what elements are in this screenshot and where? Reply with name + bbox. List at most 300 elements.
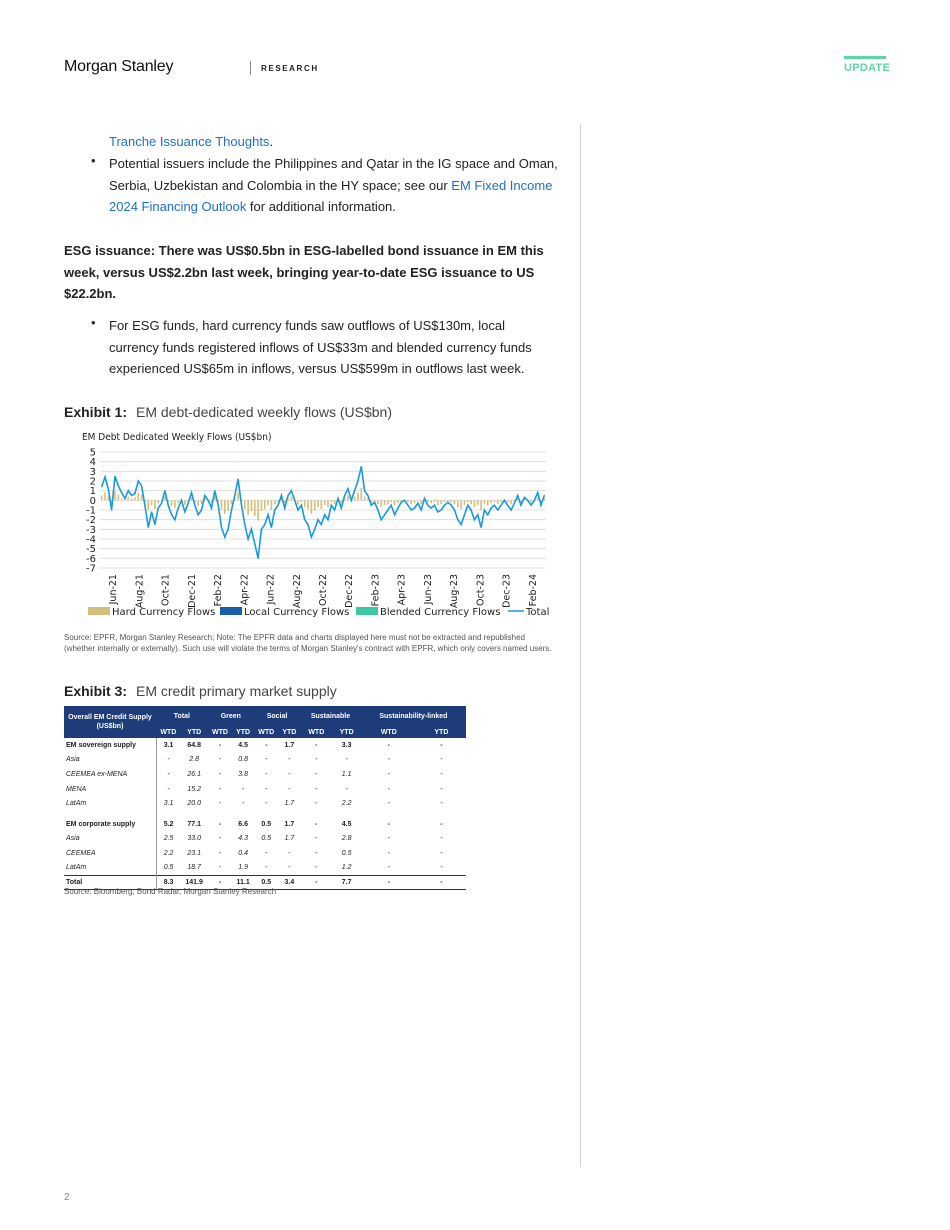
hard-currency-bar — [387, 500, 389, 504]
line1-end: . — [269, 134, 274, 149]
table-cell: - — [440, 800, 443, 808]
credit-supply-body — [64, 738, 466, 890]
hard-currency-bar — [357, 493, 359, 501]
hard-currency-bar — [184, 500, 186, 505]
tranche-issuance-link[interactable]: Tranche Issuance Thoughts — [109, 134, 270, 149]
header-divider — [250, 61, 251, 75]
total-point — [524, 497, 525, 498]
exhibit-1-title — [64, 404, 392, 420]
total-point — [367, 495, 368, 496]
table-cell: 26.1 — [187, 770, 201, 778]
total-point — [184, 511, 185, 512]
total-point — [447, 502, 448, 503]
total-point — [274, 509, 275, 510]
total-point — [500, 505, 501, 506]
total-point — [344, 495, 345, 496]
total-point — [277, 505, 278, 506]
y-tick-label: 0 — [89, 495, 96, 507]
head-group-sustainability-linked: Sustainability-linked — [361, 706, 466, 726]
total-point — [444, 505, 445, 506]
table-cell: - — [417, 875, 466, 890]
x-tick-label: Feb-24 — [527, 574, 539, 607]
table-cell: - — [315, 800, 318, 808]
table-cell: - — [288, 849, 291, 857]
table-cell: 18.7 — [187, 864, 201, 872]
table-cell: - — [241, 800, 245, 808]
total-point — [364, 490, 365, 491]
total-point — [471, 509, 472, 510]
hard-currency-bar — [440, 500, 442, 504]
total-point — [387, 509, 388, 510]
x-tick-label: Apr-23 — [396, 574, 408, 606]
total-point — [530, 505, 531, 506]
hard-currency-bar — [384, 500, 386, 505]
total-point — [381, 519, 382, 520]
hard-currency-bar — [494, 500, 496, 502]
table-cell: 11.1 — [232, 875, 254, 890]
legend-label: Blended Currency Flows — [380, 607, 501, 618]
hard-currency-bar — [301, 500, 303, 502]
total-point — [191, 492, 192, 493]
table-cell: - — [315, 741, 318, 749]
total-point — [411, 509, 412, 510]
total-point — [337, 498, 338, 499]
table-cell: - — [440, 741, 443, 749]
table-cell: - — [156, 767, 181, 782]
total-point — [480, 527, 481, 528]
total-point — [454, 509, 455, 510]
hard-currency-bar — [164, 496, 166, 500]
bullet-2-line-b: currency funds registered inflows of US$33m and blended currency funds — [109, 339, 532, 355]
hard-currency-bar — [137, 493, 139, 501]
total-point — [304, 519, 305, 520]
total-point — [391, 505, 392, 506]
total-point — [377, 509, 378, 510]
hard-currency-bar — [460, 500, 462, 509]
bullet-1 — [109, 153, 579, 218]
exhibit-1-caption: EM debt-dedicated weekly flows (US$bn) — [136, 404, 393, 420]
table-cell: 23.1 — [187, 849, 201, 857]
total-point — [457, 519, 458, 520]
total-point — [144, 505, 145, 506]
head-group-green: Green — [208, 706, 254, 726]
x-tick-label: Dec-21 — [186, 574, 198, 608]
esg-issuance-paragraph — [64, 240, 564, 305]
legend-swatch — [356, 607, 378, 615]
table-cell: - — [218, 800, 222, 808]
total-point — [201, 509, 202, 510]
hard-currency-bar — [430, 500, 432, 503]
total-point — [341, 507, 342, 508]
total-point — [314, 529, 315, 530]
y-tick-label: -7 — [86, 563, 96, 575]
total-point — [441, 509, 442, 510]
hard-currency-bar — [127, 496, 129, 500]
hard-currency-bar — [467, 500, 469, 502]
table-cell: - — [208, 875, 233, 890]
hard-currency-bar — [147, 500, 149, 510]
total-point — [497, 509, 498, 510]
row-label: Total — [64, 875, 156, 890]
total-point — [134, 493, 135, 494]
hard-currency-bar — [407, 500, 409, 502]
table-cell: - — [300, 875, 332, 890]
total-point — [401, 502, 402, 503]
table-row — [64, 817, 466, 832]
bullet-dot-2: • — [91, 315, 96, 330]
total-point — [194, 505, 195, 506]
table-cell: - — [387, 835, 390, 843]
table-cell: - — [387, 741, 390, 749]
total-point — [311, 536, 312, 537]
total-point — [281, 495, 282, 496]
total-point — [284, 507, 285, 508]
total-point — [331, 505, 332, 506]
y-tick-label: 2 — [89, 476, 96, 488]
head-group-sustainable: Sustainable — [300, 706, 361, 726]
total-point — [208, 500, 209, 501]
y-tick-label: 1 — [89, 486, 96, 498]
hard-currency-bar — [364, 496, 366, 500]
hard-currency-bar — [201, 500, 203, 504]
total-point — [228, 529, 229, 530]
hard-currency-bar — [470, 500, 472, 504]
x-tick-label: Oct-21 — [160, 574, 172, 606]
table-cell: - — [387, 785, 390, 793]
x-tick-label: Dec-23 — [501, 574, 513, 608]
hard-currency-bar — [360, 488, 362, 501]
sub-head: YTD — [181, 726, 208, 738]
hard-currency-bar — [157, 500, 159, 503]
y-tick-label: 5 — [89, 447, 96, 459]
total-point — [104, 477, 105, 478]
hard-currency-bar — [450, 500, 452, 502]
table-cell: - — [315, 770, 318, 778]
total-point — [188, 503, 189, 504]
total-point — [307, 524, 308, 525]
table-cell: - — [440, 820, 443, 828]
row-label: Asia — [66, 756, 80, 764]
legend-label: Local Currency Flows — [244, 607, 350, 618]
table-cell: - — [265, 800, 268, 808]
table-head-first: Overall EM Credit Supply (US$bn) — [64, 706, 156, 738]
table-cell: - — [218, 864, 222, 872]
sub-head: WTD — [254, 726, 279, 738]
table-cell: - — [288, 864, 291, 872]
hard-currency-bar — [131, 498, 133, 500]
sub-head: YTD — [417, 726, 466, 738]
total-point — [417, 503, 418, 504]
sub-head: WTD — [156, 726, 181, 738]
row-label: MENA — [66, 785, 87, 793]
total-point — [537, 492, 538, 493]
total-point — [424, 498, 425, 499]
total-point — [397, 507, 398, 508]
em-fixed-income-link[interactable]: EM Fixed Income — [451, 177, 553, 193]
total-point — [128, 490, 129, 491]
total-point — [484, 509, 485, 510]
legend-swatch — [88, 607, 110, 615]
table-cell: 0.8 — [238, 756, 248, 764]
sub-head: WTD — [208, 726, 233, 738]
table-cell: - — [387, 849, 390, 857]
hard-currency-bar — [507, 500, 509, 502]
hard-currency-bar — [274, 500, 276, 504]
table-cell: - — [265, 849, 268, 857]
total-point — [224, 536, 225, 537]
hard-currency-bar — [474, 500, 476, 507]
total-point — [407, 505, 408, 506]
flows-chart — [64, 444, 550, 629]
table-cell: - — [387, 864, 390, 872]
total-point — [520, 505, 521, 506]
table-cell: 3.4 — [279, 875, 301, 890]
total-point — [514, 503, 515, 504]
table-row — [64, 753, 466, 768]
table-cell: - — [156, 753, 181, 768]
row-label: EM sovereign supply — [66, 741, 137, 749]
hard-currency-bar — [271, 500, 273, 510]
table-cell: - — [440, 835, 443, 843]
hard-currency-bar — [390, 500, 392, 502]
research-label: RESEARCH — [261, 64, 319, 73]
bullet-2 — [109, 315, 579, 380]
update-badge-label: UPDATE — [844, 62, 891, 74]
total-point — [198, 514, 199, 515]
total-point — [267, 514, 268, 515]
table-cell: 1.1 — [341, 770, 352, 778]
total-point — [494, 505, 495, 506]
total-point — [347, 488, 348, 489]
hard-currency-bar — [297, 500, 299, 504]
table-cell: 3.3 — [341, 741, 352, 749]
hard-currency-bar — [311, 500, 313, 514]
hard-currency-bar — [307, 500, 309, 509]
bullet-2-line-c: experienced US$65m in inflows, versus US$599m in outflows last week. — [109, 361, 525, 376]
table-cell: - — [440, 756, 443, 764]
total-point — [544, 495, 545, 496]
hard-currency-bar — [454, 500, 456, 504]
total-point — [414, 507, 415, 508]
hard-currency-bar — [327, 500, 329, 507]
hard-currency-bar — [354, 496, 356, 500]
total-point — [354, 490, 355, 491]
table-row — [64, 861, 466, 876]
table-cell: 4.5 — [238, 741, 248, 749]
hard-currency-bar — [317, 500, 319, 507]
row-label: LatAm — [66, 800, 87, 808]
hard-currency-bar — [444, 500, 446, 502]
table-cell: 5.2 — [156, 817, 181, 832]
table-cell: 4.3 — [238, 835, 248, 843]
total-point — [394, 514, 395, 515]
total-point — [241, 505, 242, 506]
table-cell: 2.8 — [189, 756, 200, 764]
total-point — [181, 500, 182, 501]
table-cell: - — [387, 820, 390, 828]
exhibit-3-source: Source: Bloomberg, Bond Radar, Morgan Stanley Research — [64, 887, 277, 896]
table-cell: 2.8 — [341, 835, 352, 843]
table-cell: 1.7 — [284, 800, 295, 808]
total-point — [101, 486, 102, 487]
page-header — [64, 56, 891, 86]
table-cell: 3.1 — [156, 796, 181, 811]
x-tick-label: Jun-22 — [265, 574, 277, 605]
total-point — [437, 511, 438, 512]
hard-currency-bar — [477, 500, 479, 505]
table-row — [64, 782, 466, 797]
table-cell: - — [440, 849, 443, 857]
x-tick-label: Apr-22 — [239, 574, 251, 606]
table-cell: - — [315, 835, 318, 843]
legend-label: Hard Currency Flows — [112, 607, 216, 618]
table-cell: - — [387, 756, 390, 764]
bullet-2-line-a: For ESG funds, hard currency funds saw outflows of US$130m, local — [109, 318, 505, 333]
total-point — [154, 524, 155, 525]
total-point — [477, 514, 478, 515]
total-point — [111, 509, 112, 510]
total-point — [504, 500, 505, 501]
table-cell: - — [265, 864, 268, 872]
hard-currency-bar — [261, 500, 263, 511]
table-cell: 1.7 — [284, 820, 295, 828]
total-point — [164, 490, 165, 491]
table-cell: - — [315, 785, 318, 793]
total-point — [291, 490, 292, 491]
hard-currency-bar — [291, 496, 293, 500]
hard-currency-bar — [121, 498, 123, 500]
hard-currency-bar — [174, 500, 176, 508]
total-point — [487, 514, 488, 515]
hard-currency-bar — [397, 500, 399, 503]
x-tick-label: Aug-22 — [291, 574, 303, 609]
total-point — [324, 514, 325, 515]
table-cell: 2.2 — [156, 846, 181, 861]
row-label: EM corporate supply — [66, 820, 136, 828]
total-point — [421, 509, 422, 510]
hard-currency-bar — [197, 500, 199, 506]
continuation-line — [109, 131, 273, 153]
hard-currency-bar — [490, 500, 492, 503]
hard-currency-bar — [227, 500, 229, 511]
total-point — [264, 524, 265, 525]
x-tick-label: Aug-21 — [134, 574, 146, 609]
hard-currency-bar — [510, 500, 512, 504]
total-point — [121, 492, 122, 493]
total-point — [114, 476, 115, 477]
hard-currency-bar — [427, 500, 429, 502]
table-row — [64, 832, 466, 847]
table-cell: - — [345, 756, 348, 764]
x-tick-label: Jun-21 — [108, 574, 120, 605]
esg-line-c: $22.2bn. — [64, 286, 117, 301]
total-point — [131, 495, 132, 496]
hard-currency-bar — [374, 500, 376, 501]
table-cell: 20.0 — [187, 800, 201, 808]
total-point — [214, 490, 215, 491]
sub-head: YTD — [232, 726, 254, 738]
table-cell: 4.5 — [341, 820, 352, 828]
total-point — [474, 519, 475, 520]
total-point — [361, 466, 362, 467]
total-point — [221, 527, 222, 528]
table-cell: 0.5 — [156, 861, 181, 876]
table-cell: - — [361, 875, 417, 890]
hard-currency-bar — [251, 500, 253, 511]
hard-currency-bar — [221, 500, 223, 510]
table-cell: - — [156, 782, 181, 797]
table-cell: 33.0 — [187, 835, 201, 843]
total-point — [404, 500, 405, 501]
total-point — [434, 505, 435, 506]
x-tick-label: Feb-22 — [213, 574, 225, 607]
table-cell: 3.1 — [156, 738, 181, 753]
hard-currency-bar — [267, 500, 269, 505]
total-point — [271, 527, 272, 528]
credit-supply-table — [64, 706, 466, 890]
table-cell: - — [387, 770, 390, 778]
hard-currency-bar — [334, 500, 336, 504]
hard-currency-bar — [394, 500, 396, 505]
y-tick-label: -6 — [86, 553, 96, 565]
hard-currency-bar — [104, 493, 106, 501]
total-point — [294, 500, 295, 501]
hard-currency-bar — [530, 500, 532, 502]
total-point — [427, 505, 428, 506]
hard-currency-bar — [447, 500, 449, 501]
exhibit-1-source: Source: EPFR, Morgan Stanley Research; Note: The EPFR data and charts displayed here must not be extracted and republished (whether internally or externally). Such use will violate the terms of Morgan Stanley's contract with EPFR, which only covers named users. — [64, 633, 552, 653]
hard-currency-bar — [420, 500, 422, 504]
hard-currency-bar — [237, 493, 239, 501]
table-cell: - — [265, 785, 268, 793]
total-point — [357, 480, 358, 481]
table-cell: - — [440, 770, 443, 778]
hard-currency-bar — [497, 500, 499, 504]
hard-currency-bar — [324, 500, 326, 505]
total-point — [384, 514, 385, 515]
financing-outlook-link[interactable]: 2024 Financing Outlook — [109, 199, 247, 214]
bullet-1-end: for additional information. — [246, 199, 396, 214]
total-point — [467, 505, 468, 506]
hard-currency-bar — [437, 500, 439, 505]
hard-currency-bar — [330, 500, 332, 502]
total-point — [301, 505, 302, 506]
hard-currency-bar — [244, 500, 246, 509]
table-cell: 0.5 — [254, 875, 279, 890]
total-point — [231, 509, 232, 510]
table-cell: - — [315, 756, 318, 764]
table-cell: - — [315, 820, 318, 828]
hard-currency-bar — [134, 497, 136, 500]
total-line — [102, 467, 545, 559]
table-cell: - — [440, 785, 443, 793]
hard-currency-bar — [257, 500, 259, 520]
bullet-1-line-a: Potential issuers include the Philippines and Qatar in the IG space and Oman, — [109, 156, 558, 171]
table-cell: - — [218, 820, 222, 828]
table-cell: - — [265, 756, 268, 764]
table-cell: - — [288, 756, 291, 764]
total-point — [371, 505, 372, 506]
row-label: Asia — [66, 835, 80, 843]
hard-currency-bar — [114, 492, 116, 501]
total-point — [351, 500, 352, 501]
row-label: CEEMEA ex-MENA — [66, 770, 128, 778]
table-cell: 2.2 — [341, 800, 352, 808]
total-point — [534, 500, 535, 501]
x-tick-label: Dec-22 — [344, 574, 356, 608]
column-divider — [580, 124, 581, 1167]
table-cell: 1.9 — [238, 864, 248, 872]
